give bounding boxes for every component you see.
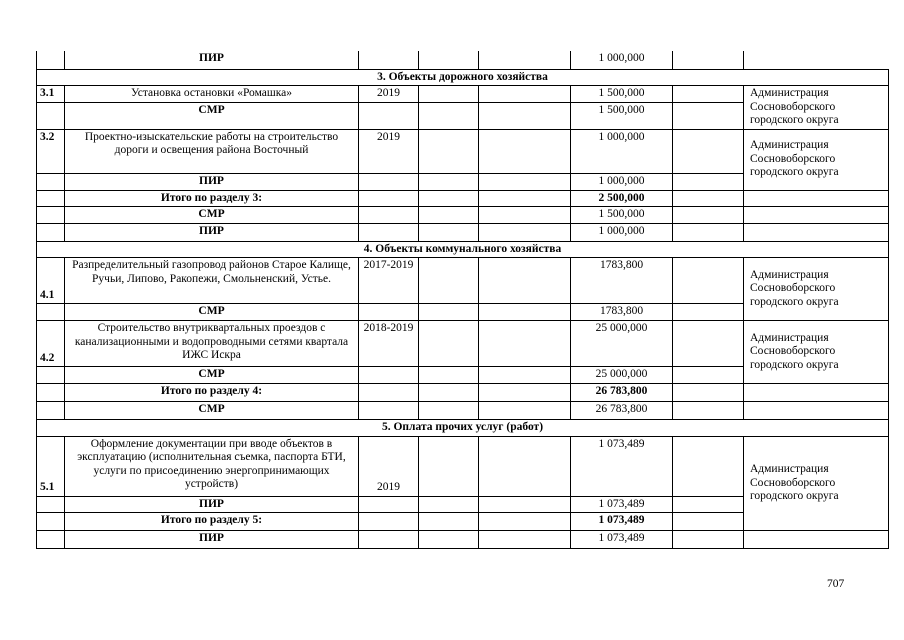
empty-cell (479, 367, 571, 384)
row-year (359, 304, 419, 321)
row-name: Строительство внутриквартальных проездов с канализационными и водопроводными сетями квартала ИЖС Искра (65, 321, 359, 367)
row-sum: 25 000,000 (571, 367, 673, 384)
row-sum: 1783,800 (571, 258, 673, 304)
empty-cell (479, 513, 571, 531)
empty-cell (419, 103, 479, 129)
empty-cell (419, 321, 479, 367)
row-number (37, 367, 65, 384)
row-number: 4.1 (37, 258, 65, 304)
empty-cell (419, 304, 479, 321)
empty-cell (419, 207, 479, 224)
empty-cell (673, 129, 744, 173)
row-sum: 1 073,489 (571, 436, 673, 496)
row-year (359, 207, 419, 224)
responsible-cell (744, 531, 889, 549)
row-sum: 1 073,489 (571, 513, 673, 531)
empty-cell (479, 86, 571, 103)
section-header-row (37, 241, 889, 258)
empty-cell (419, 223, 479, 241)
table-row (37, 190, 889, 207)
row-name: ПИР (65, 173, 359, 190)
empty-cell (673, 401, 744, 419)
page-number: 707 (827, 578, 845, 590)
row-number (37, 496, 65, 513)
row-sum: 1 073,489 (571, 531, 673, 549)
row-sum: 1 500,000 (571, 103, 673, 129)
empty-cell (479, 321, 571, 367)
row-number (37, 173, 65, 190)
responsible-cell: Администрация Сосновоборского городского округа (744, 86, 889, 130)
empty-cell (419, 129, 479, 173)
empty-cell (419, 190, 479, 207)
empty-cell (673, 321, 744, 367)
row-name: Оформление документации при вводе объектов в эксплуатацию (исполнительная съемка, паспорта БТИ, услуги по присоединению энергопринимающих устройств) (65, 436, 359, 496)
empty-cell (479, 401, 571, 419)
empty-cell (419, 86, 479, 103)
row-number (37, 103, 65, 129)
row-number (37, 401, 65, 419)
row-name: Итого по разделу 3: (65, 190, 359, 207)
row-sum: 1 000,000 (571, 129, 673, 173)
empty-cell (673, 496, 744, 513)
empty-cell (673, 436, 744, 496)
table-row (37, 129, 889, 173)
section-title: 4. Объекты коммунального хозяйства (37, 241, 889, 258)
row-year (359, 103, 419, 129)
empty-cell (673, 207, 744, 224)
responsible-cell: Администрация Сосновоборского городского округа (744, 258, 889, 321)
section-header-row (37, 69, 889, 86)
table-row (37, 258, 889, 304)
empty-cell (673, 173, 744, 190)
empty-cell (479, 258, 571, 304)
responsible-cell: Администрация Сосновоборского городского округа (744, 129, 889, 190)
responsible-cell: Администрация Сосновоборского городского округа (744, 321, 889, 384)
empty-cell (479, 207, 571, 224)
row-number: 3.2 (37, 129, 65, 173)
row-name: СМР (65, 103, 359, 129)
row-year: 2019 (359, 86, 419, 103)
row-number (37, 304, 65, 321)
row-sum: 1 000,000 (571, 223, 673, 241)
row-year (359, 513, 419, 531)
row-name: Итого по разделу 5: (65, 513, 359, 531)
table-row (37, 436, 889, 496)
empty-cell (673, 258, 744, 304)
empty-cell (419, 531, 479, 549)
empty-cell (479, 51, 571, 69)
row-name: ПИР (65, 223, 359, 241)
section-header-row (37, 419, 889, 436)
empty-cell (419, 367, 479, 384)
row-year (359, 496, 419, 513)
row-name: ПИР (65, 531, 359, 549)
empty-cell (673, 383, 744, 401)
empty-cell (479, 436, 571, 496)
empty-cell (673, 103, 744, 129)
row-year (359, 173, 419, 190)
row-year (359, 531, 419, 549)
empty-cell (479, 223, 571, 241)
row-sum: 25 000,000 (571, 321, 673, 367)
row-year: 2019 (359, 129, 419, 173)
responsible-cell (744, 223, 889, 241)
row-name: СМР (65, 207, 359, 224)
row-year (359, 401, 419, 419)
row-number (37, 190, 65, 207)
empty-cell (673, 86, 744, 103)
empty-cell (479, 190, 571, 207)
empty-cell (479, 103, 571, 129)
responsible-cell (744, 207, 889, 224)
row-year (359, 51, 419, 69)
table-row (37, 401, 889, 419)
empty-cell (479, 383, 571, 401)
table-row (37, 86, 889, 103)
row-name: Проектно-изыскательские работы на строительство дороги и освещения района Восточный (65, 129, 359, 173)
empty-cell (673, 367, 744, 384)
empty-cell (419, 401, 479, 419)
row-sum: 1 073,489 (571, 496, 673, 513)
empty-cell (419, 436, 479, 496)
table-row (37, 223, 889, 241)
empty-cell (419, 51, 479, 69)
section-title: 5. Оплата прочих услуг (работ) (37, 419, 889, 436)
row-sum: 1 500,000 (571, 207, 673, 224)
row-name: Разпределительный газопровод районов Старое Калище, Ручьи, Липово, Ракопежи, Смольненский, Устье. (65, 258, 359, 304)
row-number (37, 207, 65, 224)
row-name: СМР (65, 304, 359, 321)
responsible-cell (744, 190, 889, 207)
empty-cell (673, 513, 744, 531)
row-year: 2017-2019 (359, 258, 419, 304)
empty-cell (673, 223, 744, 241)
table-row (37, 531, 889, 549)
empty-cell (479, 304, 571, 321)
row-sum: 26 783,800 (571, 401, 673, 419)
responsible-cell (744, 401, 889, 419)
row-name: ПИР (65, 51, 359, 69)
table-row (37, 51, 889, 69)
row-year: 2019 (359, 436, 419, 496)
row-sum: 1 000,000 (571, 173, 673, 190)
empty-cell (673, 51, 744, 69)
empty-cell (479, 129, 571, 173)
table-row (37, 321, 889, 367)
row-name: СМР (65, 367, 359, 384)
row-name: ПИР (65, 496, 359, 513)
row-name: СМР (65, 401, 359, 419)
empty-cell (419, 383, 479, 401)
row-number: 3.1 (37, 86, 65, 103)
row-year (359, 367, 419, 384)
empty-cell (419, 513, 479, 531)
row-year (359, 383, 419, 401)
row-sum: 26 783,800 (571, 383, 673, 401)
row-name: Установка остановки «Ромашка» (65, 86, 359, 103)
responsible-cell (744, 383, 889, 401)
row-number: 5.1 (37, 436, 65, 496)
empty-cell (673, 304, 744, 321)
responsible-cell: Администрация Сосновоборского городского округа (744, 436, 889, 531)
row-number (37, 383, 65, 401)
row-name: Итого по разделу 4: (65, 383, 359, 401)
row-number (37, 223, 65, 241)
row-year (359, 223, 419, 241)
empty-cell (673, 531, 744, 549)
row-sum: 1 500,000 (571, 86, 673, 103)
row-number (37, 51, 65, 69)
row-year (359, 190, 419, 207)
row-number (37, 513, 65, 531)
table-row (37, 383, 889, 401)
empty-cell (419, 496, 479, 513)
empty-cell (479, 531, 571, 549)
empty-cell (479, 496, 571, 513)
row-year: 2018-2019 (359, 321, 419, 367)
empty-cell (419, 258, 479, 304)
row-sum: 1 000,000 (571, 51, 673, 69)
responsible-cell (744, 51, 889, 69)
row-sum: 2 500,000 (571, 190, 673, 207)
budget-table (36, 51, 889, 549)
empty-cell (479, 173, 571, 190)
table-body (37, 51, 889, 549)
table-row (37, 207, 889, 224)
section-title: 3. Объекты дорожного хозяйства (37, 69, 889, 86)
row-number: 4.2 (37, 321, 65, 367)
empty-cell (419, 173, 479, 190)
empty-cell (673, 190, 744, 207)
row-number (37, 531, 65, 549)
row-sum: 1783,800 (571, 304, 673, 321)
